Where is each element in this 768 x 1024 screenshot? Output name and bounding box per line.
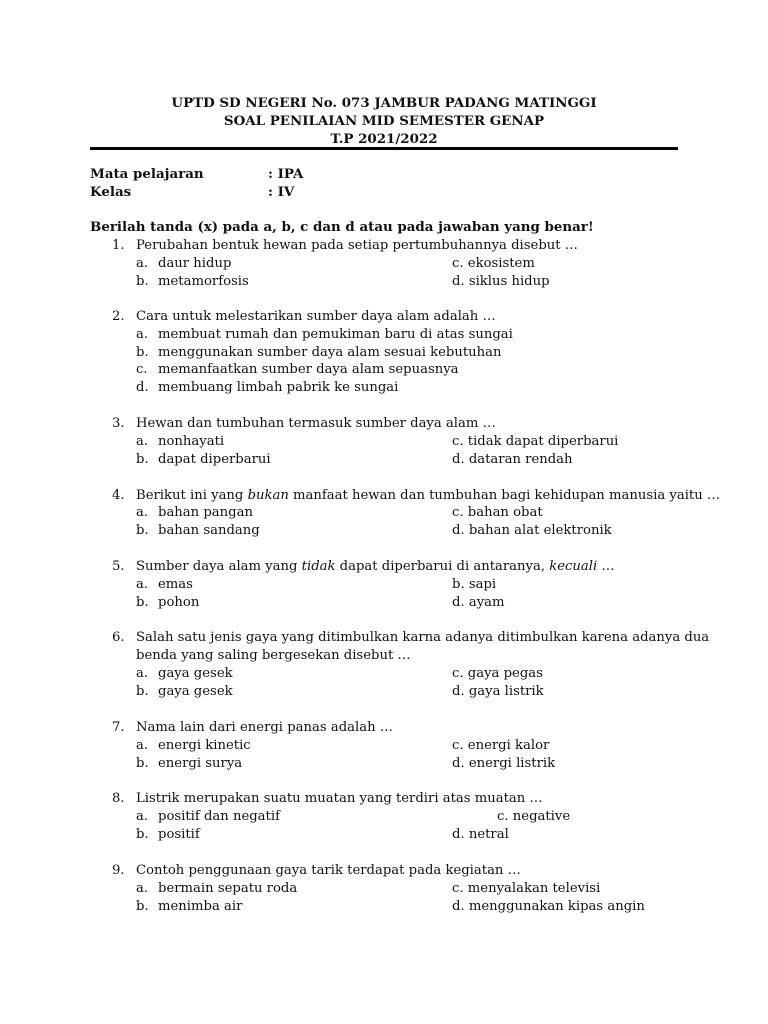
option-c[interactable]: c. energi kalor	[452, 738, 550, 753]
option-letter: b.	[136, 595, 149, 610]
question-text: Nama lain dari energi panas adalah …	[136, 720, 393, 735]
class-value: : IV	[268, 184, 295, 200]
question-text-part: dapat diperbarui di antaranya,	[335, 559, 550, 574]
option-a[interactable]: membuat rumah dan pemukiman baru di atas sungai	[158, 327, 513, 342]
option-d[interactable]: membuang limbah pabrik ke sungai	[158, 380, 399, 395]
option-letter: b.	[136, 345, 149, 360]
option-a[interactable]: bermain sepatu roda	[158, 881, 298, 896]
option-a[interactable]: nonhayati	[158, 434, 225, 449]
option-letter: a.	[136, 809, 149, 824]
question-text: Cara untuk melestarikan sumber daya alam adalah …	[136, 309, 496, 324]
option-d[interactable]: d. energi listrik	[452, 756, 556, 771]
emphasis-text: bukan	[247, 488, 289, 503]
school-year: T.P 2021/2022	[330, 131, 438, 147]
question-text: Salah satu jenis gaya yang ditimbulkan karna adanya ditimbulkan karena adanya dua	[136, 630, 710, 645]
option-b[interactable]: energi surya	[158, 756, 243, 771]
option-letter: b.	[136, 827, 149, 842]
option-letter: d.	[136, 380, 149, 395]
option-letter: c.	[136, 362, 148, 377]
option-letter: b.	[136, 523, 149, 538]
question-text-continued: benda yang saling bergesekan disebut …	[136, 648, 411, 663]
option-d[interactable]: d. bahan alat elektronik	[452, 523, 612, 538]
option-b[interactable]: menggunakan sumber daya alam sesuai kebutuhan	[158, 345, 502, 360]
option-c[interactable]: c. negative	[497, 809, 571, 824]
question-number: 2.	[112, 309, 125, 324]
option-letter: b.	[136, 899, 149, 914]
question-text: Listrik merupakan suatu muatan yang terdiri atas muatan …	[136, 791, 543, 806]
question-text-part: manfaat hewan dan tumbuhan bagi kehidupan manusia yaitu …	[288, 488, 721, 503]
question-number: 9.	[112, 863, 125, 878]
option-c[interactable]: c. menyalakan televisi	[452, 881, 601, 896]
option-letter: a.	[136, 505, 149, 520]
class-label: Kelas	[90, 184, 132, 200]
subject-label: Mata pelajaran	[90, 166, 204, 182]
option-d[interactable]: d. menggunakan kipas angin	[452, 899, 645, 914]
emphasis-text: kecuali	[549, 559, 598, 574]
question-number: 8.	[112, 791, 125, 806]
option-d[interactable]: d. dataran rendah	[452, 452, 573, 467]
option-b[interactable]: bahan sandang	[158, 523, 260, 538]
option-letter: b.	[136, 756, 149, 771]
option-letter: a.	[136, 327, 149, 342]
option-a[interactable]: energi kinetic	[158, 738, 251, 753]
instruction: Berilah tanda (x) pada a, b, c dan d atau pada jawaban yang benar!	[90, 219, 594, 235]
option-b[interactable]: pohon	[158, 595, 200, 610]
option-a[interactable]: daur hidup	[158, 256, 232, 271]
header-rule	[90, 147, 678, 150]
emphasis-text: tidak	[301, 559, 336, 574]
question-text-part: Sumber daya alam yang	[136, 559, 302, 574]
question-text-part: Berikut ini yang	[136, 488, 248, 503]
option-d[interactable]: d. gaya listrik	[452, 684, 544, 699]
option-b[interactable]: menimba air	[158, 899, 243, 914]
option-d[interactable]: d. netral	[452, 827, 509, 842]
option-b[interactable]: dapat diperbarui	[158, 452, 271, 467]
question-number: 1.	[112, 238, 125, 253]
option-b[interactable]: positif	[158, 827, 200, 842]
question-text	[136, 487, 720, 505]
question-number: 6.	[112, 630, 125, 645]
option-letter: a.	[136, 577, 149, 592]
option-a[interactable]: emas	[158, 577, 193, 592]
question-text: Perubahan bentuk hewan pada setiap pertumbuhannya disebut …	[136, 238, 578, 253]
option-letter: b.	[136, 452, 149, 467]
question-text: Hewan dan tumbuhan termasuk sumber daya alam …	[136, 416, 496, 431]
option-c[interactable]: c. gaya pegas	[452, 666, 543, 681]
option-d[interactable]: d. ayam	[452, 595, 505, 610]
option-a[interactable]: gaya gesek	[158, 666, 233, 681]
class-row	[90, 184, 295, 200]
option-a[interactable]: bahan pangan	[158, 505, 253, 520]
option-c[interactable]: c. ekosistem	[452, 256, 535, 271]
exam-title: SOAL PENILAIAN MID SEMESTER GENAP	[223, 113, 545, 129]
question-number: 4.	[112, 488, 125, 503]
option-b[interactable]: metamorfosis	[158, 274, 249, 289]
option-letter: a.	[136, 881, 149, 896]
option-c[interactable]: c. tidak dapat diperbarui	[452, 434, 619, 449]
subject-value: : IPA	[268, 166, 304, 182]
question-number: 5.	[112, 559, 125, 574]
option-letter: b.	[136, 684, 149, 699]
question-number: 3.	[112, 416, 125, 431]
option-letter: a.	[136, 434, 149, 449]
question-text-part: …	[597, 559, 615, 574]
option-a[interactable]: positif dan negatif	[158, 809, 280, 824]
option-c[interactable]: memanfaatkan sumber daya alam sepuasnya	[158, 362, 459, 377]
option-c[interactable]: c. bahan obat	[452, 505, 543, 520]
option-letter: a.	[136, 256, 149, 271]
school-name: UPTD SD NEGERI No. 073 JAMBUR PADANG MATINGGI	[171, 95, 597, 111]
option-d[interactable]: d. siklus hidup	[452, 274, 550, 289]
option-c[interactable]: b. sapi	[452, 577, 497, 592]
question-text	[136, 558, 615, 576]
question-text: Contoh penggunaan gaya tarik terdapat pada kegiatan …	[136, 863, 521, 878]
option-b[interactable]: gaya gesek	[158, 684, 233, 699]
option-letter: a.	[136, 666, 149, 681]
option-letter: b.	[136, 274, 149, 289]
subject-row	[90, 166, 304, 182]
option-letter: a.	[136, 738, 149, 753]
question-number: 7.	[112, 720, 125, 735]
